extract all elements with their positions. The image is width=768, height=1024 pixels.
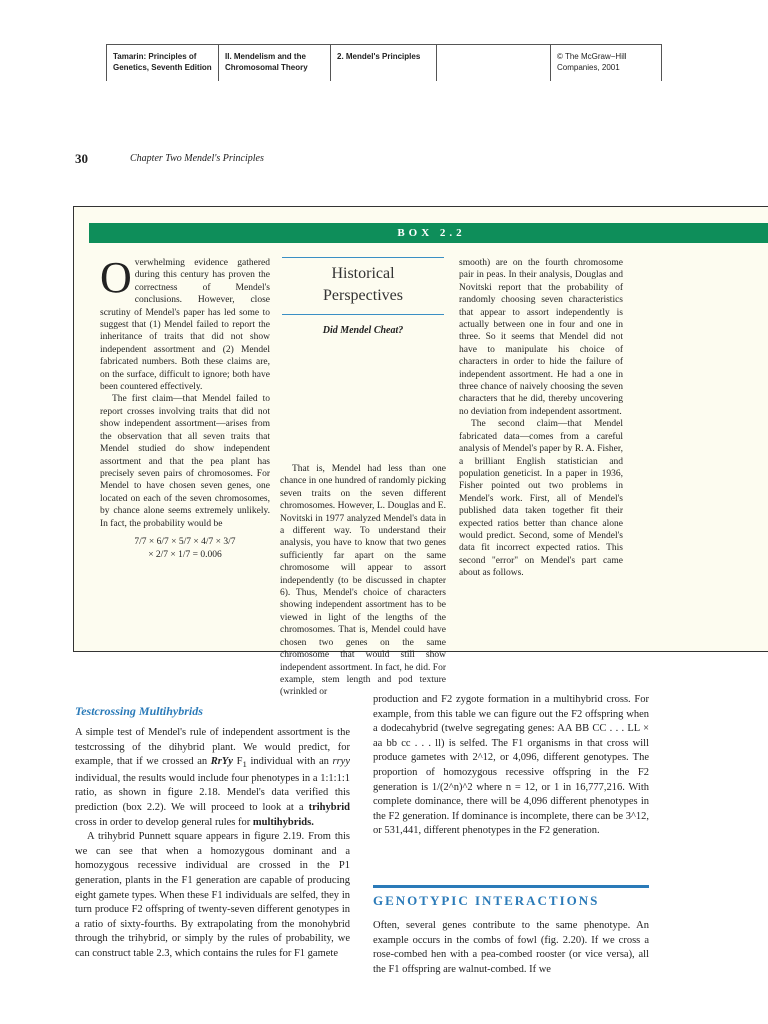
testcross-para3: production and F2 zygote formation in a multihybrid cross. For example, from this table we can figure out the F2 offspring when a dodecahybrid (twelve segregating genes: AA BB CC . . . LL × aa bb cc . . . ll) is selfed. The F1 organisms in that cross will produce gametes with 2^12, or 4,096, different genotypes. The proportion of homozygous recessive offspring in the F2 generation is 1/(2^n)^2 where n = 12, or 1 in 16,777,216. With complete dominance, there will be 4,096 different phenotypes in the F2 generation. If dominance is incomplete, there can be 3^12, or 531,441, different phenotypes in the F2 generation.: [373, 694, 649, 837]
header-blank: [436, 45, 550, 81]
box-subtitle: Did Mendel Cheat?: [322, 325, 404, 336]
box-col3-para1: smooth) are on the fourth chromosome pair in peas. In their analysis, Douglas and Novitski report that the probability of randomly choosing seven characteristics that appear to assort independently is actually between one in four and one in three. So it seems that Mendel did not have to manipulate his choice of characters in order to hide the failure of independent assortment. He had a one in three chance of naively choosing the seven characters that he did, thereby uncovering no deviation from independent assortment.: [459, 258, 623, 417]
title-line-1: Historical: [331, 265, 395, 282]
box-label-bar: BOX 2.2: [89, 223, 768, 243]
box-col2-para1: That is, Mendel had less than one chance in one hundred of randomly picking seven traits on the seven different chromosomes. However, L. Douglas and E. Novitski in 1977 analyzed Mendel's data in a different way. To understand their analysis, you have to know that two genes sufficiently far apart on the same chromosome will appear to assort independently (to be discussed in chapter 6). Thus, Mendel's choice of characters showing independent assortment has to be viewed in light of the lengths of the chromosomes. That is, Mendel could have chosen two genes on the same chromosome that would still show independent assortment. In fact, he did. For example, stem length and pod texture (wrinkled or: [280, 464, 446, 698]
testcross-para1: A simple test of Mendel's rule of independent assortment is the testcrossing of the dihybrid plant. We would predict, for example, that if we crossed an RrYy $F_1$ individual with an rryy individual, the results would include four phenotypes in a 1:1:1:1 ratio, as shown in figure 2.18. Mendel's data verified this prediction (box 2.2). We will proceed to look at a trihybrid cross in order to develop general rules for multihybrids.: [75, 727, 350, 828]
box-2-2: [73, 206, 768, 698]
title-line-2: Perspectives: [323, 287, 403, 304]
body-column-right-bottom: [373, 919, 649, 977]
formula-line-1: 7/7 × 6/7 × 5/7 × 4/7 × 3/7: [134, 536, 236, 547]
page-number: 30: [75, 151, 88, 166]
box-column-1: [100, 253, 270, 562]
section-rule: [373, 885, 649, 888]
historical-perspectives-title: [282, 257, 444, 315]
probability-formula: [100, 536, 270, 562]
box-column-3: [459, 257, 623, 580]
drop-cap: O: [100, 253, 132, 302]
section-heading-genotypic: GENOTYPIC INTERACTIONS: [373, 893, 600, 908]
header-book-title: Tamarin: Principles of Genetics, Seventh Edition: [106, 45, 218, 81]
header-chapter: 2. Mendel's Principles: [330, 45, 436, 81]
box-col3-para2: The second claim—that Mendel fabricated data—comes from a careful analysis of Mendel's paper by R. A. Fisher, a brilliant English statistician and population geneticist. In a paper in 1936, Fisher pointed out two problems in Mendel's work. First, all of Mendel's published data taken together fit their expected ratios better than chance alone would predict. Second, some of Mendel's data fit incorrect expected ratios. This second "error" on Mendel's part came about as follows.: [459, 419, 623, 579]
body-column-left: [75, 726, 350, 962]
formula-line-2: × 2/7 × 1/7 = 0.006: [148, 549, 222, 560]
page-header-table: [106, 44, 662, 81]
running-head: Chapter Two Mendel's Principles: [130, 153, 264, 164]
testcross-para2: A trihybrid Punnett square appears in figure 2.19. From this we can see that when a homozygous dominant and a homozygous recessive individual are crossed in the P1 generation, plants in the F1 generation are capable of producing eight gamete types. When these F1 individuals are selfed, they in turn produce F2 offspring of twenty-seven different genotypes in a ratio of sixty-fourths. By extrapolating from the monohybrid through the trihybrid, or simply by the rules of probability, we can construct table 2.3, which contains the rules for F1 gamete: [75, 831, 350, 959]
header-part: II. Mendelism and the Chromosomal Theory: [218, 45, 330, 81]
header-copyright: © The McGraw−Hill Companies, 2001: [550, 45, 662, 81]
box-col1-para1: verwhelming evidence gathered during this century has proven the correctness of Mendel's conclusions. However, close scrutiny of Mendel's paper has led some to suggest that (1) Mendel failed to report the inheritance of traits that did not show independent assortment and (2) Mendel fabricated numbers. Both these claims are, on the surface, difficult to ignore; both have been countered effectively.: [100, 258, 270, 393]
body-column-right-top: [373, 693, 649, 839]
section-heading-testcrossing: Testcrossing Multihybrids: [75, 704, 203, 718]
box-column-2: [280, 463, 446, 699]
box-col1-para2: The first claim—that Mendel failed to report crosses involving traits that did not show independent assortment—arises from the observation that all seven traits that Mendel studied do show independent assortment and that the pea plant has precisely seven pairs of chromosomes. For Mendel to have chosen seven genes, one located on each of the seven chromosomes, by chance alone seems extremely unlikely. In fact, the probability would be: [100, 394, 270, 529]
genotypic-para1: Often, several genes contribute to the same phenotype. An example occurs in the combs of fowl (fig. 2.20). If we cross a rose-combed hen with a pea-combed rooster (or vice versa), all the F1 offspring are walnut-combed. If we: [373, 920, 649, 975]
